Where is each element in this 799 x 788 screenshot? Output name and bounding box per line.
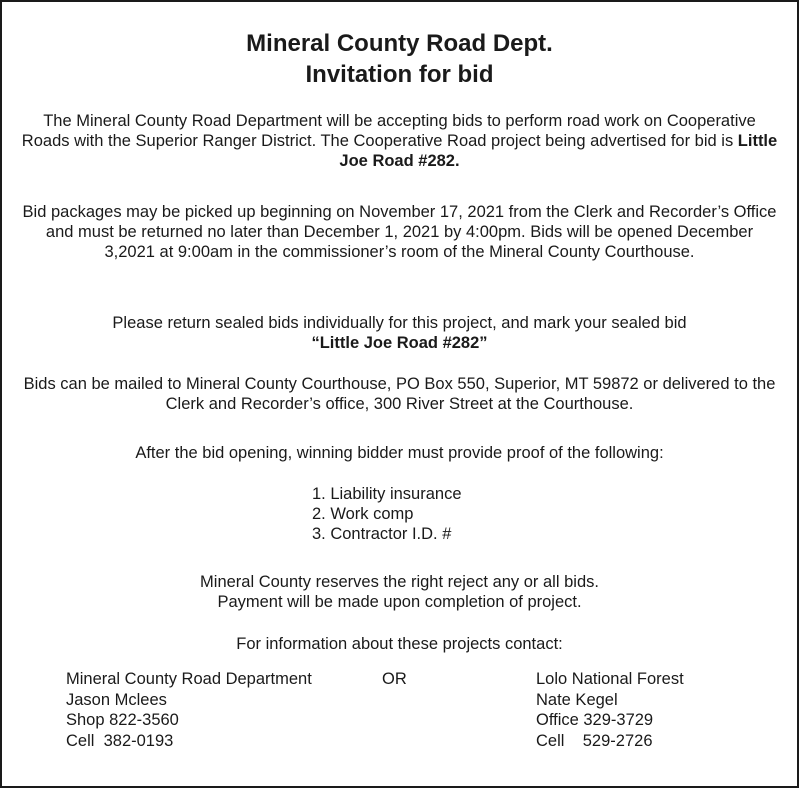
return-mark: “Little Joe Road #282”: [311, 334, 488, 352]
reserve-line: Payment will be made upon completion of project.: [217, 593, 582, 611]
contact-right: [536, 669, 684, 751]
contact-or: OR: [382, 670, 407, 688]
contact-line: Nate Kegel: [536, 690, 618, 709]
intro-text: The Mineral County Road Department will be accepting bids to perform road work on Cooperative Roads with the Superior Ranger District. The Cooperative Road project being advertised for bid is: [21, 112, 756, 150]
reserve-line: Mineral County reserves the right reject any or all bids.: [200, 573, 599, 591]
contact-line: Cell 382-0193: [66, 731, 174, 750]
list-item: 3. Contractor I.D. #: [312, 525, 452, 543]
mailing-paragraph: Bids can be mailed to Mineral County Courthouse, PO Box 550, Superior, MT 59872 or delivered to the Clerk and Recorder’s office, 300 River Street at the Courthouse.: [23, 375, 776, 413]
contact-heading: For information about these projects contact:: [236, 635, 563, 653]
proof-list: [312, 484, 462, 544]
contact-left: [66, 669, 312, 751]
page-subtitle: Invitation for bid: [305, 61, 494, 88]
contact-line: Lolo National Forest: [536, 670, 684, 688]
contact-line: Cell 529-2726: [536, 731, 653, 750]
contact-line: Office 329-3729: [536, 711, 654, 729]
project-name: Little Joe Road #282.: [339, 132, 778, 170]
contact-line: Mineral County Road Department: [66, 670, 312, 688]
list-item: 1. Liability insurance: [312, 485, 462, 503]
reserve-paragraph: [20, 572, 779, 612]
list-item: 2. Work comp: [312, 505, 414, 523]
contact-line: Jason Mclees: [66, 690, 167, 709]
intro-paragraph: [20, 111, 779, 171]
proof-heading: After the bid opening, winning bidder must provide proof of the following:: [135, 444, 664, 462]
page-title: Mineral County Road Dept.: [246, 30, 553, 57]
packages-paragraph: Bid packages may be picked up beginning on November 17, 2021 from the Clerk and Recorder’s Office and must be returned no later than December 1, 2021 by 4:00pm. Bids will be opened December 3,2021 at 9:00am in the commissioner’s room of the Mineral County Courthouse.: [22, 203, 777, 261]
return-text: Please return sealed bids individually for this project, and mark your sealed bid: [112, 314, 687, 332]
contact-line: Shop 822-3560: [66, 711, 179, 729]
return-paragraph: [20, 313, 779, 353]
